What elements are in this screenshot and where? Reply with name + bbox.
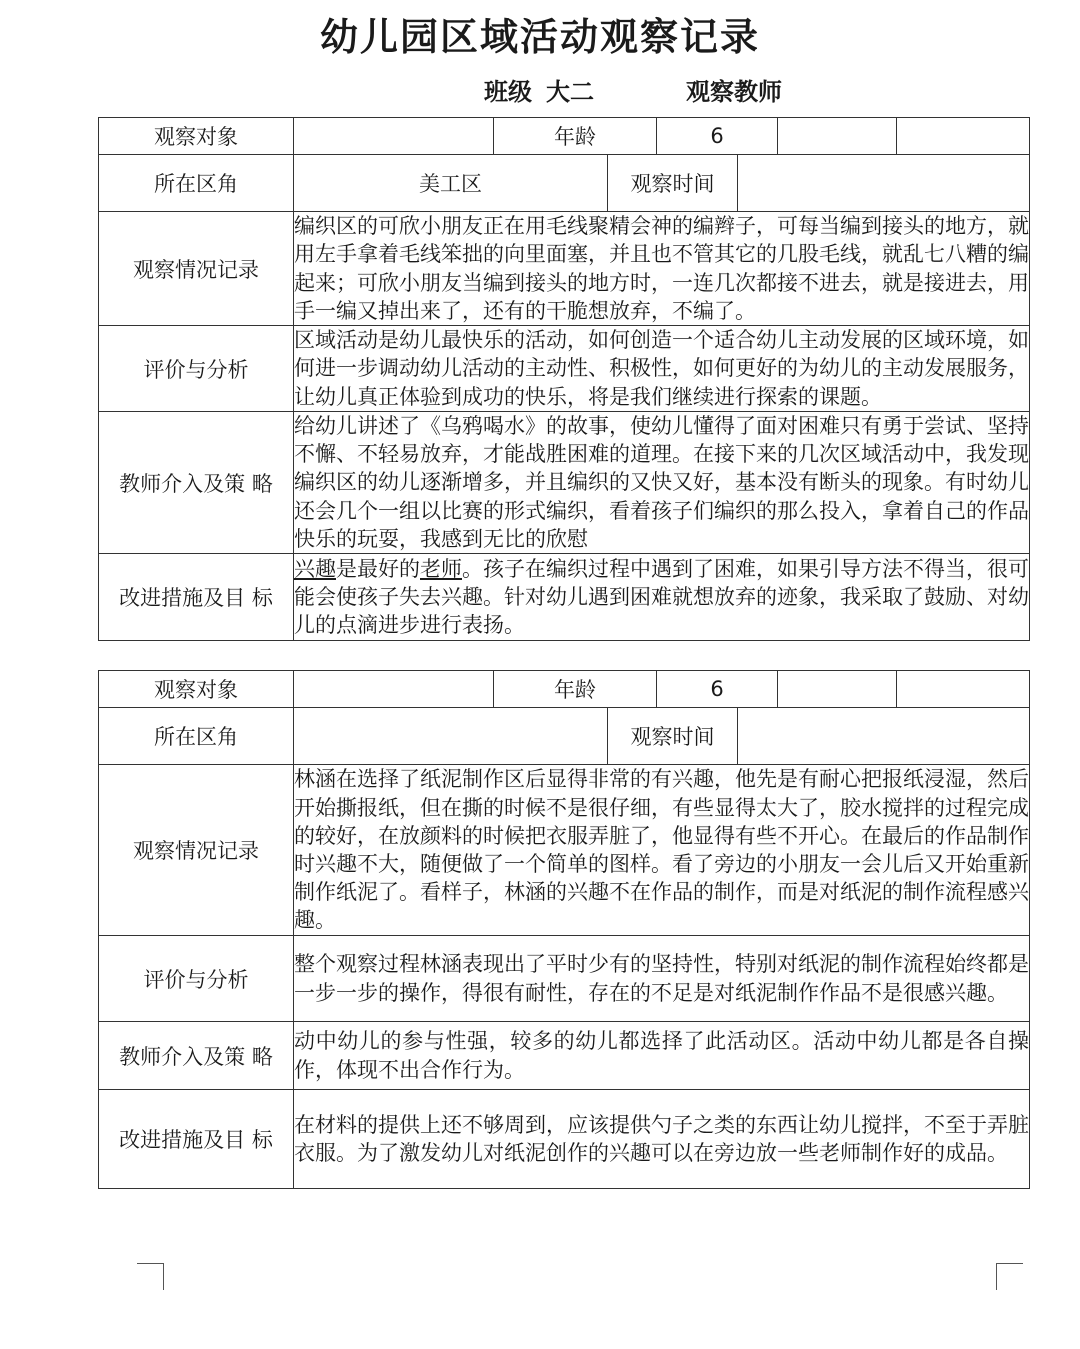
record-label: 观察情况记录 [99, 765, 294, 936]
improvement-label: 改进措施及目 标 [99, 554, 294, 641]
empty-cell [778, 671, 897, 708]
age-value: 6 [657, 118, 778, 155]
subject-label: 观察对象 [99, 118, 294, 155]
improvement-label: 改进措施及目 标 [99, 1090, 294, 1189]
improvement-mid: 是最好的 [336, 556, 420, 581]
improvement-underline-1: 兴趣 [294, 556, 336, 581]
area-value [294, 708, 608, 765]
time-label: 观察时间 [608, 155, 738, 212]
evaluation-text: 整个观察过程林涵表现出了平时少有的坚持性，特别对纸泥的制作流程始终都是一步一步的操作，得很有耐性，存在的不足是对纸泥制作作品不是很感兴趣。 [294, 936, 1030, 1022]
record-label: 观察情况记录 [99, 212, 294, 326]
time-value [738, 708, 1030, 765]
page-corner-mark-right [996, 1263, 1023, 1290]
intervention-label: 教师介入及策 略 [99, 412, 294, 554]
table-row [99, 212, 1030, 326]
table-row [99, 708, 1030, 765]
observation-table-2 [98, 670, 1030, 1189]
table-row [99, 765, 1030, 936]
observation-text: 编织区的可欣小朋友正在用毛线聚精会神的编辫子，可每当编到接头的地方，就用左手拿着毛线笨拙的向里面塞，并且也不管其它的几股毛线，就乱七八糟的编起来；可欣小朋友当编到接头的地方时，一连几次都接不进去，就是接进去，用手一编又掉出来了，还有的干脆想放弃，不编了。 [294, 212, 1030, 326]
intervention-text: 动中幼儿的参与性强，较多的幼儿都选择了此活动区。活动中幼儿都是各自操作，体现不出合作行为。 [294, 1022, 1030, 1090]
evaluation-text: 区域活动是幼儿最快乐的活动，如何创造一个适合幼儿主动发展的区域环境，如何进一步调动幼儿活动的主动性、积极性，如何更好的为幼儿的主动发展服务，让幼儿真正体验到成功的快乐，将是我们继续进行探索的课题。 [294, 326, 1030, 412]
subject-value [294, 118, 494, 155]
time-value [738, 155, 1030, 212]
page-title: 幼儿园区域活动观察记录 [319, 15, 760, 59]
improvement-text [294, 554, 1030, 641]
class-value: 大二 [546, 78, 594, 106]
table-row [99, 1090, 1030, 1189]
time-label: 观察时间 [608, 708, 738, 765]
subject-label: 观察对象 [99, 671, 294, 708]
improvement-text: 在材料的提供上还不够周到，应该提供勺子之类的东西让幼儿搅拌，不至于弄脏衣服。为了激发幼儿对纸泥创作的兴趣可以在旁边放一些老师制作好的成品。 [294, 1090, 1030, 1189]
table-row [99, 118, 1030, 155]
age-value: 6 [657, 671, 778, 708]
evaluation-label: 评价与分析 [99, 936, 294, 1022]
table-row [99, 936, 1030, 1022]
improvement-underline-2: 老师 [420, 556, 462, 581]
age-label: 年龄 [494, 671, 657, 708]
teacher-label: 观察教师 [686, 78, 782, 106]
table-row [99, 1022, 1030, 1090]
table-row [99, 155, 1030, 212]
class-label: 班级 [484, 78, 532, 106]
area-value: 美工区 [294, 155, 608, 212]
area-label: 所在区角 [99, 708, 294, 765]
intervention-text: 给幼儿讲述了《乌鸦喝水》的故事，使幼儿懂得了面对困难只有勇于尝试、坚持不懈、不轻易放弃，才能战胜困难的道理。在接下来的几次区域活动中，我发现编织区的幼儿逐渐增多，并且编织的又快又好，基本没有断头的现象。有时幼儿还会几个一组以比赛的形式编织，看着孩子们编织的那么投入，拿着自己的作品快乐的玩耍，我感到无比的欣慰 [294, 412, 1030, 554]
table-row [99, 326, 1030, 412]
page-corner-mark-left [137, 1263, 164, 1290]
table-row [99, 671, 1030, 708]
table-row [99, 412, 1030, 554]
evaluation-label: 评价与分析 [99, 326, 294, 412]
age-label: 年龄 [494, 118, 657, 155]
class-info [484, 72, 594, 107]
observation-text: 林涵在选择了纸泥制作区后显得非常的有兴趣，他先是有耐心把报纸浸湿，然后开始撕报纸，但在撕的时候不是很仔细，有些显得太大了，胶水搅拌的过程完成的较好，在放颜料的时候把衣服弄脏了，他显得有些不开心。在最后的作品制作时兴趣不大，随便做了一个简单的图样。看了旁边的小朋友一会儿后又开始重新制作纸泥了。看样子，林涵的兴趣不在作品的制作，而是对纸泥的制作流程感兴趣。 [294, 765, 1030, 936]
area-label: 所在区角 [99, 155, 294, 212]
empty-cell [778, 118, 897, 155]
empty-cell [897, 118, 1030, 155]
table-row [99, 554, 1030, 641]
intervention-label: 教师介入及策 略 [99, 1022, 294, 1090]
improvement-rest: 。孩子在编织过程中遇到了困难，如果引导方法不得当，很可能会使孩子失去兴趣。针对幼儿遇到困难就想放弃的迹象，我采取了鼓励、对幼儿的点滴进步进行表扬。 [294, 556, 1029, 638]
observation-table-1 [98, 117, 1030, 641]
empty-cell [897, 671, 1030, 708]
subject-value [294, 671, 494, 708]
